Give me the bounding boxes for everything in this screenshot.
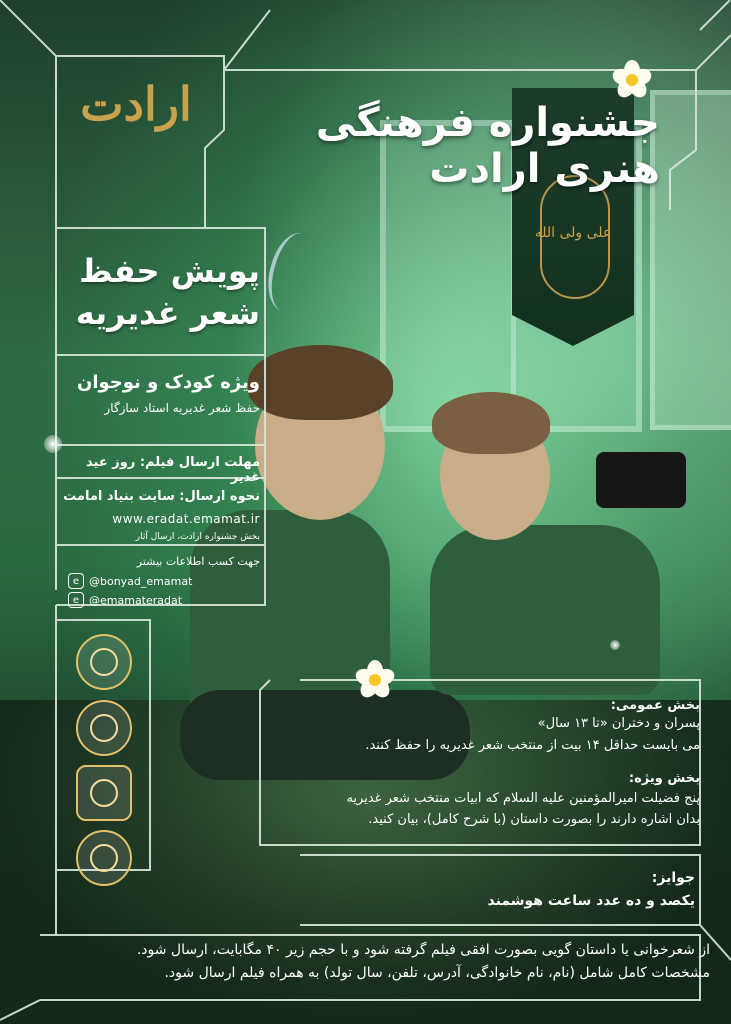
prizes-heading: جوایز: <box>651 870 695 886</box>
general-section-line1: پسران و دختران «تا ۱۳ سال» <box>537 716 700 731</box>
eradat-logo <box>72 70 200 220</box>
movement-title-line1: پویش حفظ <box>79 252 260 290</box>
special-section-heading: بخش ویژه: <box>628 771 700 786</box>
social-link-emamateradat[interactable] <box>68 590 258 610</box>
movement-title-line2: شعر غدیریه <box>75 294 260 332</box>
general-section-line2: می بایست حداقل ۱۴ بیت از منتخب شعر غدیریه را حفظ کنند. <box>365 738 700 753</box>
age-group: ویژه کودک و نوجوان <box>76 372 260 393</box>
subject: حفظ شعر غدیریه استاد سازگار <box>104 401 260 415</box>
website-link[interactable]: www.eradat.emamat.ir <box>112 512 260 526</box>
footer-line1: از شعرخوانی یا داستان گویی بصورت افقی فیلم گرفته شود و با حجم زیر ۴۰ مگابایت، ارسال شود. <box>136 942 710 958</box>
sponsor-logo-1 <box>76 634 132 690</box>
movement-title <box>60 250 260 334</box>
sponsor-logo-2 <box>76 700 132 756</box>
jasmine-flower-middle <box>355 660 395 700</box>
jasmine-flower-top <box>612 60 652 100</box>
special-section-line1: پنج فضیلت امیرالمؤمنین علیه السلام که ابیات منتخب شعر غدیریه <box>346 791 700 806</box>
sponsor-logo-3 <box>76 765 132 821</box>
send-method: نحوه ارسال: سایت بنیاد امامت <box>63 489 260 504</box>
social-handle: @bonyad_emamat <box>89 574 193 588</box>
banner-text: علی ولی الله <box>534 225 612 241</box>
deadline: مهلت ارسال فیلم: روز عید غدیر <box>86 455 260 485</box>
sponsor-logo-4 <box>76 830 132 886</box>
prizes-value: یکصد و ده عدد ساعت هوشمند <box>487 893 695 909</box>
eitaa-icon: e <box>68 573 84 589</box>
more-info: جهت کسب اطلاعات بیشتر <box>136 555 260 568</box>
section-note: بخش جشنواره ارادت، ارسال آثار <box>135 532 260 542</box>
festival-title: جشنواره فرهنگی هنری ارادت <box>315 100 660 192</box>
sparkle <box>44 435 62 453</box>
footer-line2: مشخصات کامل شامل (نام، نام خانوادگی، آدرس، تلفن، سال تولد) به همراه فیلم ارسال شود. <box>164 965 710 981</box>
special-section-line2: بدان اشاره دارند را بصورت داستان (با شرح کامل)، بیان کنید. <box>368 812 700 827</box>
eitaa-icon: e <box>68 592 84 608</box>
logo-text: ارادت <box>80 77 192 131</box>
general-section-heading: بخش عمومی: <box>610 698 700 713</box>
sparkle <box>610 640 620 650</box>
social-handle: @emamateradat <box>89 593 183 607</box>
social-link-bonyad[interactable] <box>68 571 258 591</box>
